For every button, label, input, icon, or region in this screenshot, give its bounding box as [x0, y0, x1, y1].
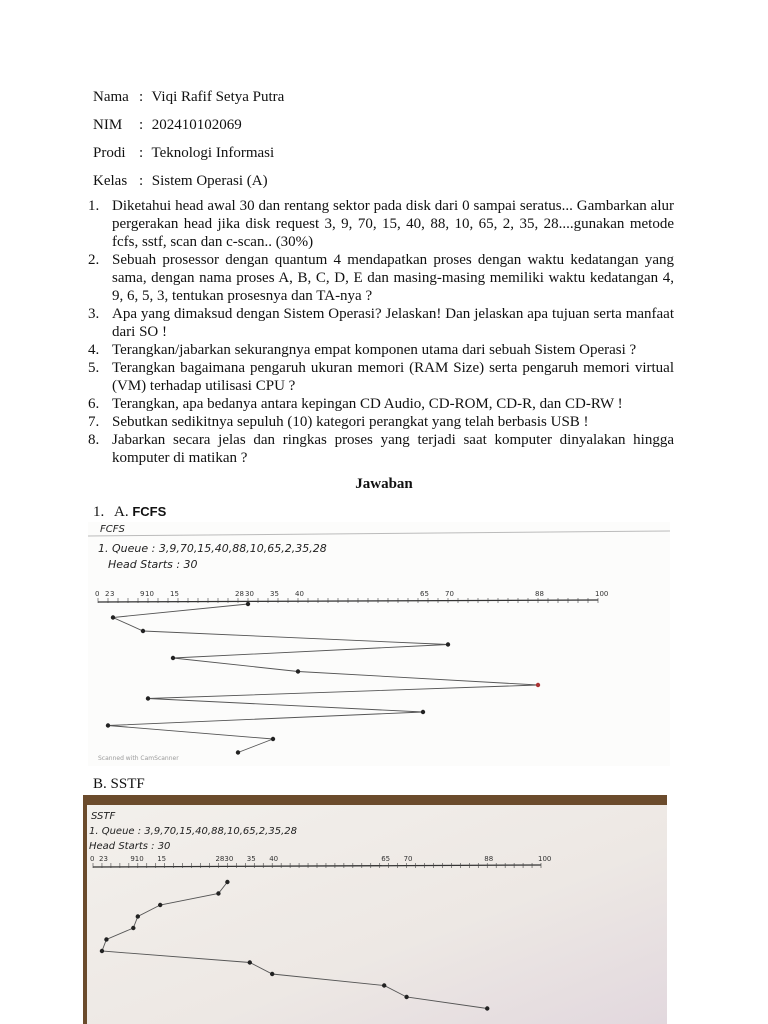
sstf-diagram: [83, 795, 667, 1024]
axis-tick-label: 100: [595, 590, 609, 598]
head-position-point: [100, 949, 104, 953]
axis-tick-label: 35: [246, 855, 256, 863]
answer-a-prefix: A.: [114, 504, 129, 520]
nim-row: [93, 116, 242, 134]
axis-tick-label: 3: [103, 855, 108, 863]
prodi-value: Teknologi Informasi: [151, 145, 275, 161]
fcfs-note-title: FCFS: [100, 524, 125, 535]
question-number: 6.: [88, 396, 100, 412]
axis-tick-label: 2: [98, 855, 104, 863]
question-number: 7.: [88, 414, 100, 430]
axis-tick-label: 40: [295, 590, 304, 598]
axis-tick-label: 70: [403, 855, 413, 863]
head-position-point: [382, 983, 386, 987]
kelas-separator: :: [139, 173, 144, 189]
question-text: Apa yang dimaksud dengan Sistem Operasi? Jelaskan! Dan jelaskan apa tujuan serta manfaat dari SO !: [112, 306, 674, 340]
question-text: Terangkan/jabarkan sekurangnya empat komponen utama dari sebuah Sistem Operasi ?: [112, 342, 637, 358]
axis-tick-label: 70: [445, 590, 454, 598]
question-item: [88, 251, 674, 305]
head-position-point: [421, 710, 425, 714]
axis-tick-label: 15: [170, 590, 179, 598]
nama-separator: :: [139, 89, 144, 105]
head-position-point: [236, 750, 240, 754]
head-position-point: [146, 696, 150, 700]
head-movement-line: [108, 604, 538, 753]
axis-tick-label: 40: [269, 855, 279, 863]
fcfs-label: FCFS: [132, 504, 167, 519]
question-number: 4.: [88, 342, 100, 358]
axis-tick-label: 100: [538, 855, 552, 863]
head-position-point: [225, 880, 229, 884]
answer-number: 1.: [93, 504, 105, 520]
head-position-point: [111, 615, 115, 619]
answer-1b-label: B. SSTF: [93, 776, 145, 792]
axis-tick-label: 28: [215, 855, 225, 863]
sstf-note-title: SSTF: [91, 811, 116, 822]
head-position-point: [216, 891, 220, 895]
head-position-point: [158, 903, 162, 907]
axis-tick-label: 10: [134, 855, 144, 863]
fcfs-axis: [95, 590, 608, 603]
answers-heading: Jawaban: [355, 476, 413, 492]
question-number: 1.: [88, 198, 100, 214]
kelas-value: Sistem Operasi (A): [151, 173, 268, 189]
axis-tick-label: 3: [110, 590, 115, 598]
fcfs-note-head: Head Starts : 30: [108, 558, 198, 571]
head-position-point: [296, 669, 300, 673]
question-text: Sebuah prosessor dengan quantum 4 mendapatkan proses dengan waktu kedatangan yang sama, dengan nama proses A, B, C, D, E dan masing-masing memiliki waktu kedatangan 4, 9, 6, 5, 3, tentukan prosesnya dan TA-nya ?: [112, 252, 674, 304]
question-number: 3.: [88, 306, 100, 322]
question-item: [88, 359, 674, 395]
question-item: [88, 341, 674, 359]
axis-tick-label: 0: [95, 590, 100, 598]
sstf-photo: [83, 795, 667, 1024]
nim-label: NIM: [93, 117, 123, 133]
question-number: 5.: [88, 360, 100, 376]
fcfs-diagram: [88, 522, 670, 766]
camscanner-watermark: Scanned with CamScanner: [98, 755, 179, 762]
answer-1a-label: [93, 504, 166, 521]
question-text: Terangkan, apa bedanya antara kepingan CD Audio, CD-ROM, CD-R, dan CD-RW !: [112, 396, 623, 412]
head-position-point: [536, 683, 540, 687]
fcfs-photo: [88, 522, 670, 766]
prodi-separator: :: [139, 145, 144, 161]
head-position-point: [404, 995, 408, 999]
axis-tick-label: 65: [381, 855, 391, 863]
axis-tick-label: 30: [224, 855, 234, 863]
sstf-note-head: Head Starts : 30: [89, 841, 171, 852]
axis-tick-label: 88: [535, 590, 544, 598]
nama-value: Viqi Rafif Setya Putra: [151, 89, 285, 105]
axis-tick-label: 9: [130, 855, 135, 863]
axis-tick-label: 28: [235, 590, 244, 598]
question-text: Terangkan bagaimana pengaruh ukuran memori (RAM Size) serta pengaruh memori virtual (VM) terhadap utilisasi CPU ?: [112, 360, 674, 394]
head-position-point: [171, 656, 175, 660]
question-item: [88, 413, 674, 431]
fcfs-path: [106, 602, 540, 755]
question-item: [88, 197, 674, 251]
head-position-point: [248, 960, 252, 964]
question-text: Diketahui head awal 30 dan rentang sektor pada disk dari 0 sampai seratus... Gambarkan alur pergerakan head jika disk request 3, 9, 70, 15, 40, 88, 10, 65, 2, 35, 28....gunakan metode fcfs, sstf, scan dan c-scan.. (30%): [112, 198, 674, 250]
axis-tick-label: 65: [420, 590, 429, 598]
head-position-point: [485, 1006, 489, 1010]
nim-separator: :: [139, 117, 144, 133]
head-position-point: [106, 723, 110, 727]
fcfs-note-queue: 1. Queue : 3,9,70,15,40,88,10,65,2,35,28: [98, 542, 327, 555]
prodi-label: Prodi: [93, 145, 126, 161]
head-position-point: [271, 737, 275, 741]
head-position-point: [136, 914, 140, 918]
question-item: [88, 431, 674, 467]
nama-row: [93, 88, 284, 106]
head-position-point: [446, 642, 450, 646]
head-position-point: [246, 602, 250, 606]
kelas-label: Kelas: [93, 173, 128, 189]
head-position-point: [141, 629, 145, 633]
sstf-note-queue: 1. Queue : 3,9,70,15,40,88,10,65,2,35,28: [89, 826, 297, 837]
question-item: [88, 395, 674, 413]
head-position-point: [104, 937, 108, 941]
axis-tick-label: 2: [105, 590, 110, 598]
axis-tick-label: 0: [90, 855, 95, 863]
head-position-point: [131, 926, 135, 930]
question-number: 2.: [88, 252, 100, 268]
nim-value: 202410102069: [151, 117, 242, 133]
question-number: 8.: [88, 432, 100, 448]
prodi-row: [93, 144, 274, 162]
nama-label: Nama: [93, 89, 129, 105]
axis-tick-label: 30: [245, 590, 254, 598]
head-position-point: [270, 972, 274, 976]
question-text: Sebutkan sedikitnya sepuluh (10) kategori perangkat yang telah berbasis USB !: [112, 414, 589, 430]
question-item: [88, 305, 674, 341]
kelas-row: [93, 172, 268, 190]
axis-tick-label: 35: [270, 590, 279, 598]
axis-tick-label: 88: [484, 855, 494, 863]
axis-tick-label: 10: [145, 590, 154, 598]
axis-tick-label: 15: [157, 855, 167, 863]
axis-tick-label: 9: [140, 590, 145, 598]
question-text: Jabarkan secara jelas dan ringkas proses yang terjadi saat komputer dinyalakan hingga komputer di matikan ?: [112, 432, 674, 466]
question-list: [88, 197, 674, 467]
